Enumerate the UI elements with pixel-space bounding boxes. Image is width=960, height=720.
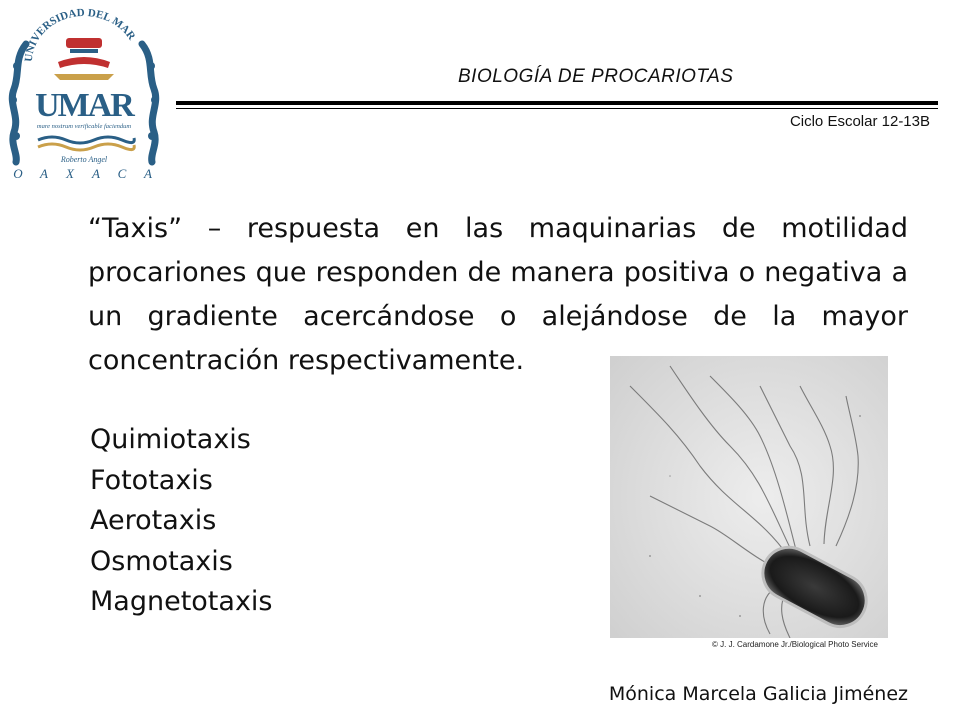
list-item: Aerotaxis	[90, 505, 217, 536]
logo-letter: X	[66, 166, 74, 181]
list-item: Magnetotaxis	[90, 586, 273, 617]
svg-text:UNIVERSIDAD DEL MAR	[23, 7, 138, 62]
list-item: Quimiotaxis	[90, 424, 251, 455]
university-logo	[4, 4, 164, 184]
author-name: Mónica Marcela Galicia Jiménez	[608, 683, 908, 705]
school-cycle: Ciclo Escolar 12-13B	[789, 113, 930, 130]
taxis-types-list	[90, 420, 273, 623]
header-title: BIOLOGÍA DE PROCARIOTAS	[458, 66, 734, 87]
photo-credit: © J. J. Cardamone Jr./Biological Photo Service	[712, 640, 878, 649]
logo-motto: mare nostrum verificable faciendum	[36, 123, 132, 130]
logo-founder: Roberto Angel	[60, 155, 108, 164]
logo-letter: A	[40, 166, 48, 181]
list-item: Osmotaxis	[90, 545, 233, 577]
logo-letter: O	[13, 166, 23, 181]
list-item: Fototaxis	[90, 464, 213, 496]
header-divider-thin	[176, 108, 938, 109]
logo-letter: A	[92, 166, 100, 181]
logo-monogram: UMAR	[35, 87, 133, 124]
logo-ring-text: UNIVERSIDAD DEL MAR	[22, 6, 138, 63]
header-divider	[176, 101, 938, 105]
taxis-definition: “Taxis” – respuesta en las maquinarias de motilidad procariones que responden de manera positiva o negativa a un gradiente acercándose o alejándose de la mayor concentración respectivamente.	[88, 213, 908, 376]
bacterium-micrograph	[610, 356, 888, 638]
logo-letter: C	[117, 166, 127, 181]
logo-letter: A	[144, 166, 152, 181]
